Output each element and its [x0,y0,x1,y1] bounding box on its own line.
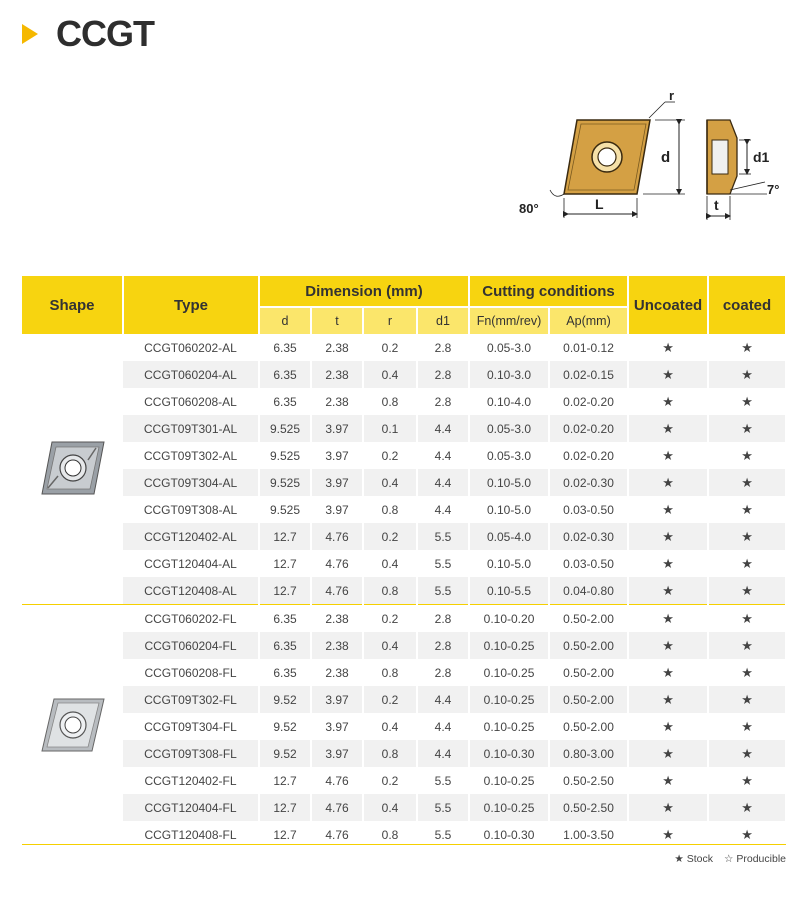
coated-cell: ★ [708,821,786,848]
r-cell: 0.8 [363,577,417,605]
ap-cell: 0.03-0.50 [549,550,628,577]
d1-cell: 4.4 [417,496,469,523]
t-cell: 2.38 [311,388,363,415]
coated-cell: ★ [708,550,786,577]
table-row [22,686,786,713]
header-dimension: Dimension (mm) [259,276,469,307]
fn-cell: 0.10-5.0 [469,550,549,577]
t-cell: 2.38 [311,361,363,388]
d-cell: 9.525 [259,469,311,496]
legend-stock-label: Stock [686,853,714,865]
table-row [22,496,786,523]
uncoated-cell: ★ [628,740,708,767]
d-cell: 9.525 [259,415,311,442]
type-cell: CCGT060208-AL [123,388,259,415]
header-coated: coated [708,276,786,334]
coated-cell: ★ [708,388,786,415]
header-t: t [311,307,363,334]
ap-cell: 0.50-2.50 [549,767,628,794]
uncoated-cell: ★ [628,632,708,659]
shape-cell [22,334,123,605]
coated-cell: ★ [708,442,786,469]
type-cell: CCGT060208-FL [123,659,259,686]
table-row [22,577,786,605]
r-cell: 0.2 [363,605,417,633]
type-cell: CCGT120404-AL [123,550,259,577]
table-row [22,605,786,633]
r-cell: 0.1 [363,415,417,442]
type-cell: CCGT09T308-AL [123,496,259,523]
uncoated-cell: ★ [628,659,708,686]
ap-cell: 0.50-2.50 [549,794,628,821]
d-cell: 6.35 [259,632,311,659]
d-cell: 12.7 [259,523,311,550]
t-cell: 4.76 [311,523,363,550]
uncoated-cell: ★ [628,577,708,605]
fn-cell: 0.10-0.25 [469,686,549,713]
t-cell: 4.76 [311,577,363,605]
type-cell: CCGT09T304-FL [123,713,259,740]
t-cell: 2.38 [311,605,363,633]
d1-cell: 5.5 [417,794,469,821]
r-cell: 0.4 [363,469,417,496]
table-row [22,740,786,767]
header-ap: Ap(mm) [549,307,628,334]
table-row [22,334,786,361]
header-r: r [363,307,417,334]
type-cell: CCGT09T301-AL [123,415,259,442]
r-cell: 0.2 [363,442,417,469]
d-cell: 12.7 [259,577,311,605]
ap-cell: 0.02-0.20 [549,415,628,442]
uncoated-cell: ★ [628,550,708,577]
uncoated-cell: ★ [628,821,708,848]
d1-cell: 2.8 [417,659,469,686]
coated-cell: ★ [708,767,786,794]
t-cell: 4.76 [311,550,363,577]
uncoated-cell: ★ [628,361,708,388]
coated-cell: ★ [708,577,786,605]
fn-cell: 0.10-5.0 [469,496,549,523]
uncoated-cell: ★ [628,686,708,713]
fn-cell: 0.10-5.5 [469,577,549,605]
fn-cell: 0.10-0.25 [469,659,549,686]
header-uncoated: Uncoated [628,276,708,334]
uncoated-cell: ★ [628,496,708,523]
table-row [22,442,786,469]
t-cell: 2.38 [311,334,363,361]
table-row [22,713,786,740]
ap-cell: 0.02-0.30 [549,523,628,550]
fn-cell: 0.10-5.0 [469,469,549,496]
page-title-row [22,14,154,54]
header-type: Type [123,276,259,334]
r-cell: 0.2 [363,767,417,794]
title-arrow-icon [22,24,38,44]
uncoated-cell: ★ [628,442,708,469]
uncoated-cell: ★ [628,794,708,821]
header-shape: Shape [22,276,123,334]
d1-cell: 2.8 [417,334,469,361]
coated-cell: ★ [708,740,786,767]
ap-cell: 0.80-3.00 [549,740,628,767]
type-cell: CCGT120408-FL [123,821,259,848]
ap-cell: 0.50-2.00 [549,713,628,740]
d1-cell: 2.8 [417,388,469,415]
table-row [22,632,786,659]
label-L: L [595,196,604,212]
fn-cell: 0.10-0.25 [469,767,549,794]
coated-cell: ★ [708,415,786,442]
ap-cell: 0.04-0.80 [549,577,628,605]
d-cell: 6.35 [259,361,311,388]
r-cell: 0.4 [363,361,417,388]
fn-cell: 0.10-4.0 [469,388,549,415]
d1-cell: 5.5 [417,767,469,794]
ap-cell: 0.02-0.30 [549,469,628,496]
label-d1: d1 [753,149,770,165]
uncoated-cell: ★ [628,713,708,740]
fn-cell: 0.10-0.30 [469,821,549,848]
fn-cell: 0.05-3.0 [469,442,549,469]
ap-cell: 0.02-0.20 [549,388,628,415]
type-cell: CCGT09T302-FL [123,686,259,713]
fn-cell: 0.10-0.30 [469,740,549,767]
label-r: r [669,90,675,103]
fn-cell: 0.05-3.0 [469,334,549,361]
d-cell: 9.52 [259,686,311,713]
type-cell: CCGT09T308-FL [123,740,259,767]
d-cell: 9.52 [259,713,311,740]
t-cell: 3.97 [311,415,363,442]
label-clearance: 7° [767,182,780,197]
type-cell: CCGT120408-AL [123,577,259,605]
type-cell: CCGT09T304-AL [123,469,259,496]
type-cell: CCGT120402-FL [123,767,259,794]
table-row [22,361,786,388]
d1-cell: 4.4 [417,442,469,469]
ap-cell: 0.50-2.00 [549,605,628,633]
d1-cell: 2.8 [417,605,469,633]
d1-cell: 4.4 [417,469,469,496]
d-cell: 6.35 [259,334,311,361]
type-cell: CCGT120402-AL [123,523,259,550]
ap-cell: 0.02-0.20 [549,442,628,469]
ap-cell: 1.00-3.50 [549,821,628,848]
d1-cell: 2.8 [417,632,469,659]
header-d1: d1 [417,307,469,334]
uncoated-cell: ★ [628,415,708,442]
d1-cell: 5.5 [417,577,469,605]
t-cell: 4.76 [311,767,363,794]
ap-cell: 0.50-2.00 [549,659,628,686]
spec-table [22,276,787,848]
table-row [22,794,786,821]
insert-fl-icon [38,693,108,757]
d1-cell: 4.4 [417,740,469,767]
coated-cell: ★ [708,659,786,686]
d-cell: 9.525 [259,496,311,523]
coated-cell: ★ [708,334,786,361]
d-cell: 12.7 [259,767,311,794]
r-cell: 0.8 [363,388,417,415]
fn-cell: 0.10-0.25 [469,794,549,821]
t-cell: 2.38 [311,632,363,659]
coated-cell: ★ [708,523,786,550]
r-cell: 0.4 [363,632,417,659]
type-cell: CCGT060202-AL [123,334,259,361]
label-angle: 80° [519,201,539,216]
legend-producible-label: Producible [736,853,786,865]
fn-cell: 0.05-3.0 [469,415,549,442]
table-row [22,659,786,686]
header-cutting: Cutting conditions [469,276,628,307]
table-row [22,415,786,442]
t-cell: 3.97 [311,469,363,496]
d1-cell: 5.5 [417,550,469,577]
t-cell: 4.76 [311,821,363,848]
coated-cell: ★ [708,605,786,633]
uncoated-cell: ★ [628,388,708,415]
d1-cell: 5.5 [417,523,469,550]
type-cell: CCGT060204-AL [123,361,259,388]
coated-cell: ★ [708,713,786,740]
r-cell: 0.2 [363,686,417,713]
insert-al-icon [38,436,108,500]
type-cell: CCGT060204-FL [123,632,259,659]
table-row [22,469,786,496]
header-fn: Fn(mm/rev) [469,307,549,334]
r-cell: 0.4 [363,713,417,740]
coated-cell: ★ [708,632,786,659]
header-d: d [259,307,311,334]
d-cell: 12.7 [259,550,311,577]
uncoated-cell: ★ [628,334,708,361]
d1-cell: 2.8 [417,361,469,388]
insert-dimension-diagram [515,90,790,225]
table-row [22,550,786,577]
r-cell: 0.2 [363,334,417,361]
r-cell: 0.4 [363,550,417,577]
t-cell: 3.97 [311,442,363,469]
t-cell: 4.76 [311,794,363,821]
uncoated-cell: ★ [628,605,708,633]
table-row [22,767,786,794]
d1-cell: 4.4 [417,415,469,442]
label-d: d [661,149,671,166]
ap-cell: 0.02-0.15 [549,361,628,388]
fn-cell: 0.10-0.20 [469,605,549,633]
legend-producible-icon: ☆ [723,853,734,865]
table-bottom-line [22,844,786,845]
page-title: CCGT [56,13,154,54]
shape-cell [22,605,123,849]
label-t: t [714,197,719,213]
table-row [22,388,786,415]
coated-cell: ★ [708,686,786,713]
ap-cell: 0.01-0.12 [549,334,628,361]
d-cell: 12.7 [259,794,311,821]
d1-cell: 5.5 [417,821,469,848]
r-cell: 0.8 [363,496,417,523]
d-cell: 9.525 [259,442,311,469]
fn-cell: 0.05-4.0 [469,523,549,550]
d-cell: 12.7 [259,821,311,848]
ap-cell: 0.03-0.50 [549,496,628,523]
d-cell: 6.35 [259,388,311,415]
t-cell: 3.97 [311,740,363,767]
t-cell: 3.97 [311,686,363,713]
r-cell: 0.4 [363,794,417,821]
coated-cell: ★ [708,469,786,496]
fn-cell: 0.10-0.25 [469,632,549,659]
ap-cell: 0.50-2.00 [549,686,628,713]
d-cell: 6.35 [259,605,311,633]
coated-cell: ★ [708,794,786,821]
fn-cell: 0.10-3.0 [469,361,549,388]
type-cell: CCGT120404-FL [123,794,259,821]
ap-cell: 0.50-2.00 [549,632,628,659]
d1-cell: 4.4 [417,713,469,740]
uncoated-cell: ★ [628,767,708,794]
coated-cell: ★ [708,496,786,523]
uncoated-cell: ★ [628,469,708,496]
r-cell: 0.8 [363,659,417,686]
t-cell: 3.97 [311,496,363,523]
d-cell: 9.52 [259,740,311,767]
r-cell: 0.2 [363,523,417,550]
t-cell: 2.38 [311,659,363,686]
legend-stock-icon: ★ [674,853,684,865]
d-cell: 6.35 [259,659,311,686]
type-cell: CCGT09T302-AL [123,442,259,469]
legend [668,853,786,865]
table-row [22,523,786,550]
r-cell: 0.8 [363,740,417,767]
fn-cell: 0.10-0.25 [469,713,549,740]
coated-cell: ★ [708,361,786,388]
type-cell: CCGT060202-FL [123,605,259,633]
uncoated-cell: ★ [628,523,708,550]
r-cell: 0.8 [363,821,417,848]
t-cell: 3.97 [311,713,363,740]
d1-cell: 4.4 [417,686,469,713]
